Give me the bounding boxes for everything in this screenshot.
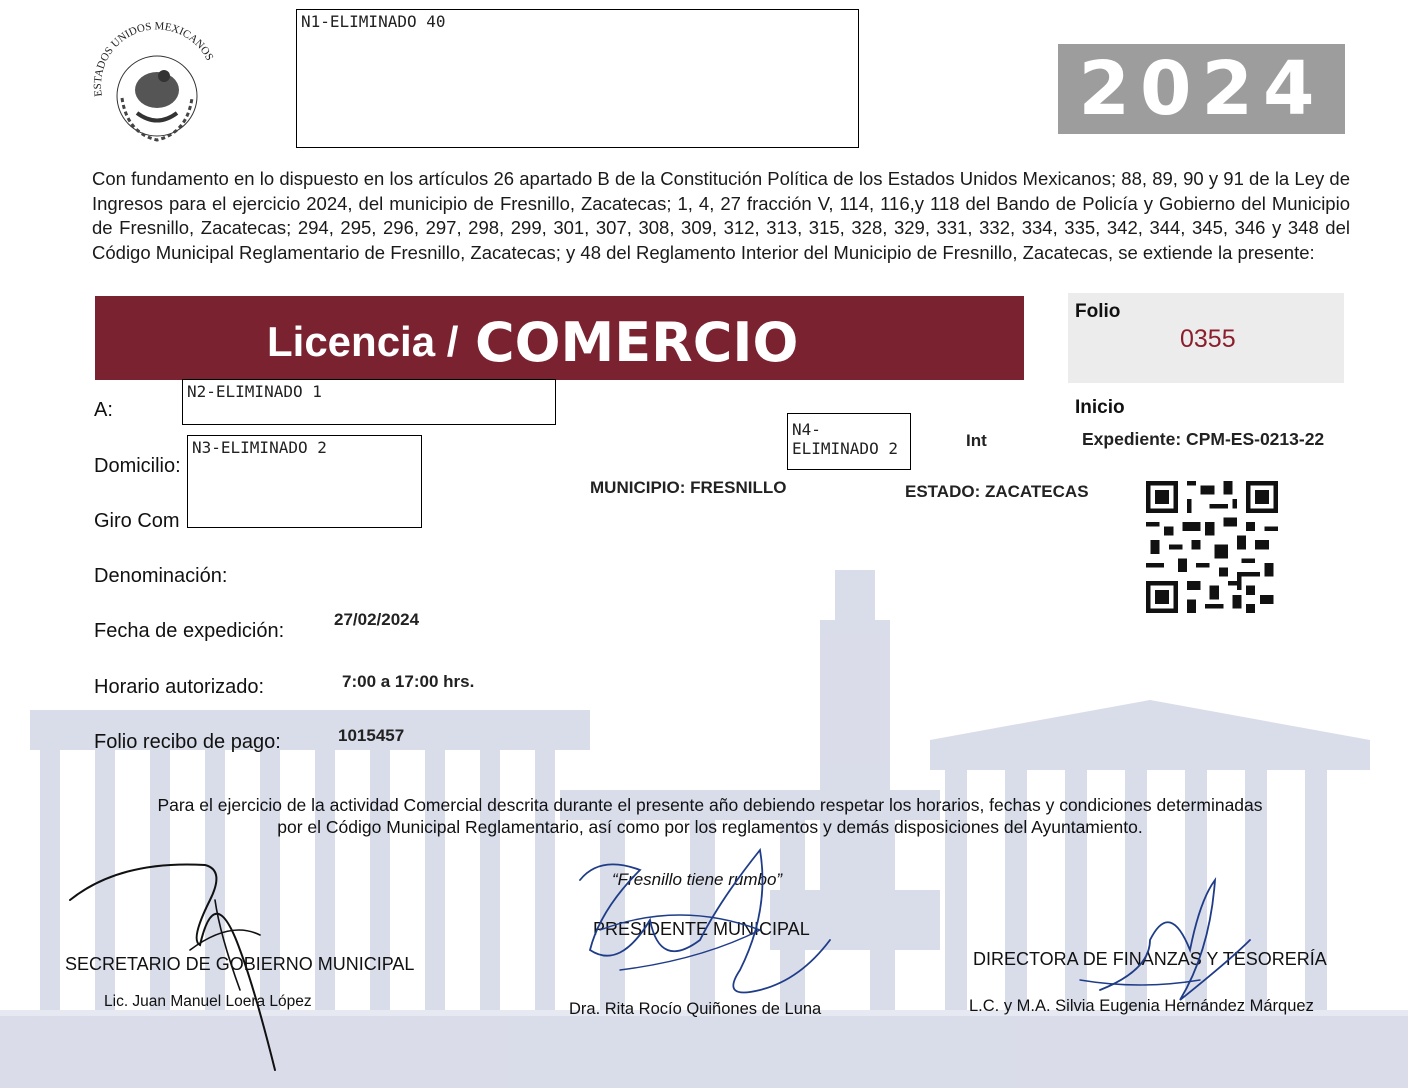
- field-label-horario: Horario autorizado:: [94, 676, 265, 698]
- slogan: “Fresnillo tiene rumbo”: [612, 870, 783, 889]
- redacted-field-domicilio: [187, 435, 422, 528]
- inicio-label: Inicio: [1075, 397, 1125, 418]
- municipio-value: MUNICIPIO: FRESNILLO: [590, 478, 787, 497]
- field-label-folio-recibo: Folio recibo de pago:: [94, 731, 281, 753]
- field-label-int: Int: [966, 431, 987, 450]
- redaction-label: N4-ELIMINADO 2: [792, 420, 898, 458]
- notice-line-2: por el Código Municipal Reglamentario, así como por los reglamentos y demás disposiciones del Ayuntamiento.: [277, 817, 1143, 837]
- redaction-label: N1-ELIMINADO 40: [301, 12, 446, 31]
- field-label-domicilio: Domicilio:: [94, 455, 181, 477]
- signature-title-presidente: PRESIDENTE MUNICIPAL: [593, 919, 810, 939]
- seal-text: ESTADOS UNIDOS MEXICANOS: [91, 20, 216, 98]
- notice-line-1: Para el ejercicio de la actividad Comercial descrita durante el presente año debiendo respetar los horarios, fechas y condiciones determinadas: [157, 795, 1263, 815]
- notice-paragraph: [40, 794, 1380, 838]
- field-label-fecha: Fecha de expedición:: [94, 620, 285, 642]
- redaction-label: N3-ELIMINADO 2: [192, 438, 327, 457]
- redacted-field-top: [296, 9, 859, 148]
- horario-value: 7:00 a 17:00 hrs.: [342, 672, 475, 691]
- redacted-field-a: [182, 379, 556, 425]
- field-label-giro: Giro Com: [94, 510, 180, 532]
- redacted-field-int: [787, 413, 911, 470]
- legal-intro-paragraph: Con fundamento en lo dispuesto en los artículos 26 apartado B de la Constitución Política de los Estados Unidos Mexicanos; 88, 89, 90 y 91 de la Ley de Ingresos para el ejercicio 2024, del municipio de Fresnillo, Zacatecas; 1, 4, 27 fracción V, 114, 116,y 118 del Bando de Policía y Gobierno del Municipio de Fresnillo, Zacatecas; 294, 295, 296, 297, 298, 299, 301, 307, 308, 309, 312, 313, 315, 328, 329, 331, 332, 334, 335, 342, 344, 345, 346 y 348 del Código Municipal Reglamentario de Fresnillo, Zacatecas; y 48 del Reglamento Interior del Municipio de Fresnillo, Zacatecas, se extiende la presente:: [92, 168, 1350, 263]
- title-licencia: Licencia /: [267, 318, 459, 365]
- qr-code-icon: [1144, 481, 1280, 613]
- estado-value: ESTADO: ZACATECAS: [905, 482, 1089, 501]
- signature-name-directora: L.C. y M.A. Silvia Eugenia Hernández Márquez: [969, 997, 1314, 1015]
- title-comercio: COMERCIO: [475, 311, 799, 374]
- year-badge: 2024: [1058, 44, 1345, 134]
- fecha-value: 27/02/2024: [334, 610, 420, 629]
- folio-label: Folio: [1075, 301, 1121, 322]
- signature-name-presidente: Dra. Rita Rocío Quiñones de Luna: [569, 1000, 822, 1018]
- signature-title-secretario: SECRETARIO DE GOBIERNO MUNICIPAL: [65, 954, 415, 974]
- license-title-bar: [95, 296, 1024, 380]
- field-label-a: A:: [94, 399, 113, 421]
- folio-recibo-value: 1015457: [338, 726, 405, 745]
- folio-number: 0355: [1180, 325, 1236, 353]
- folio-box: [1068, 293, 1344, 383]
- signature-name-secretario: Lic. Juan Manuel Loera López: [104, 993, 312, 1010]
- redaction-label: N2-ELIMINADO 1: [187, 382, 322, 401]
- signature-title-directora: DIRECTORA DE FINANZAS Y TESORERÍA: [973, 949, 1327, 969]
- expediente-number: Expediente: CPM-ES-0213-22: [1082, 429, 1325, 449]
- national-seal-icon: [82, 18, 232, 158]
- field-label-denominacion: Denominación:: [94, 565, 228, 587]
